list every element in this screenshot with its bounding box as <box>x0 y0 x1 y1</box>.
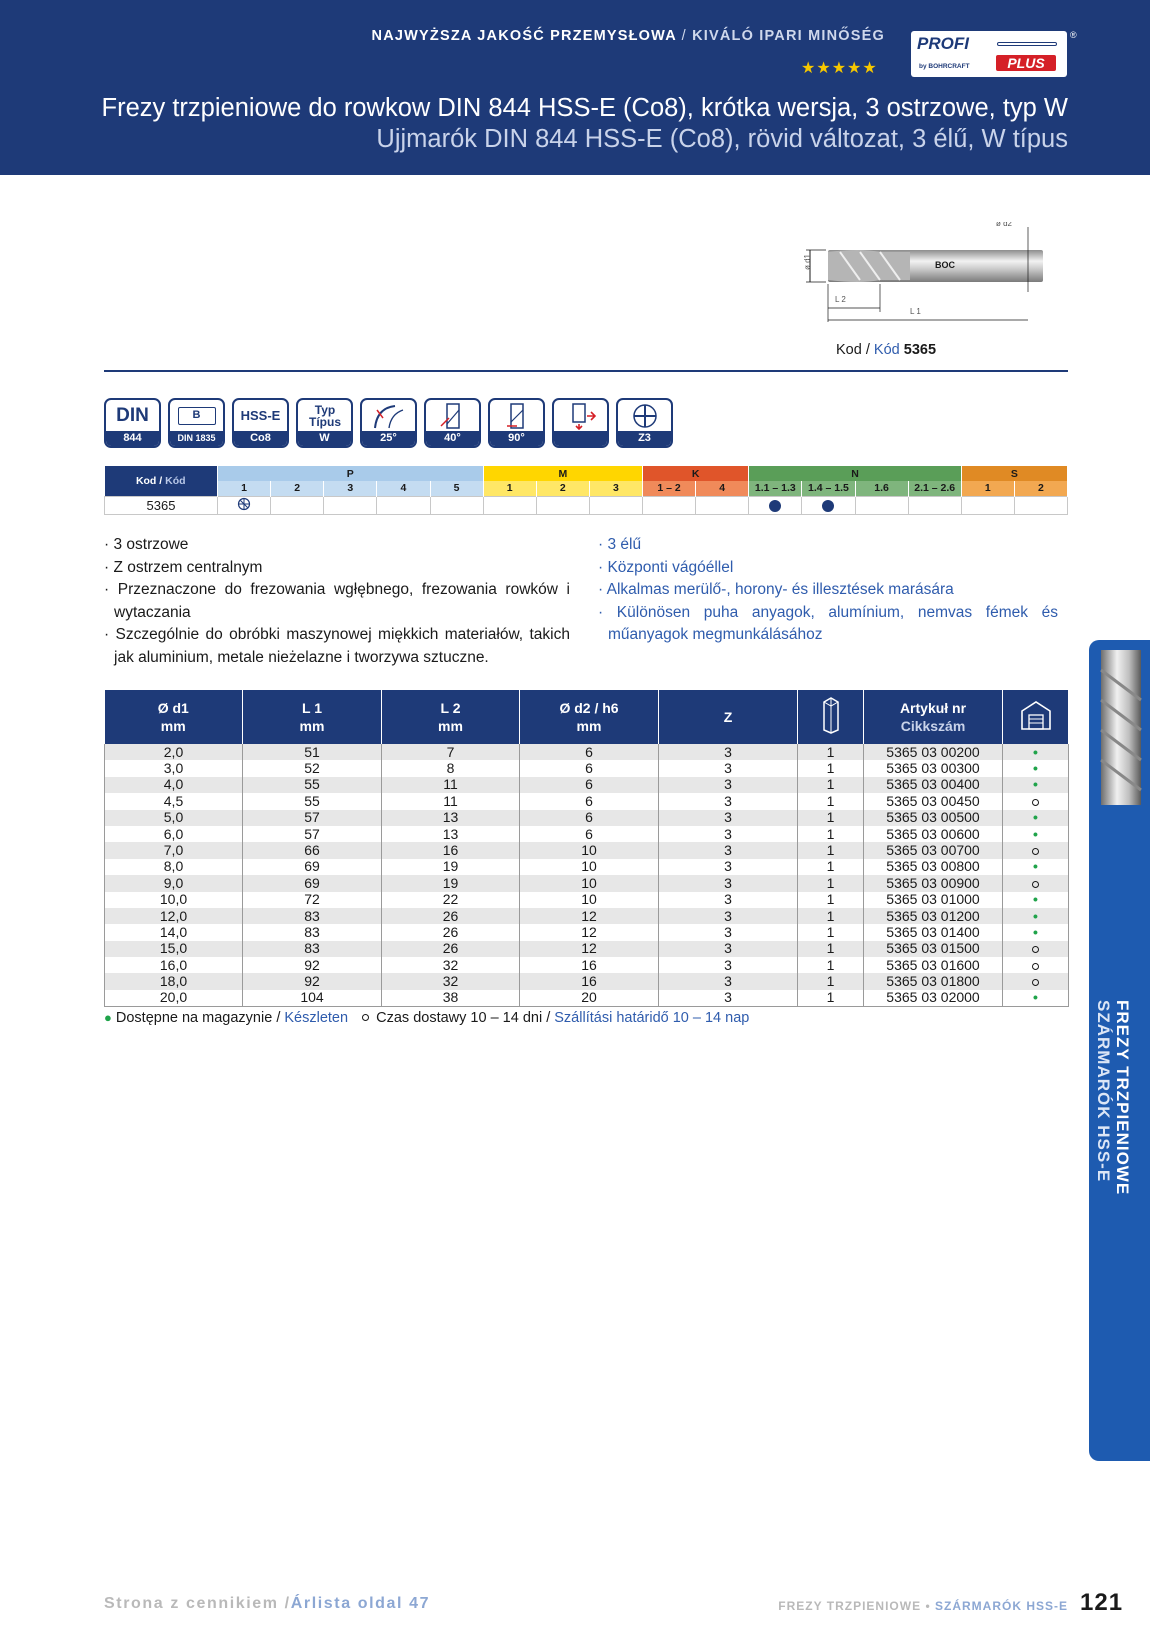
cell-l1: 83 <box>243 941 382 957</box>
cell-d1: 5,0 <box>105 810 243 826</box>
cell-stock <box>1003 908 1069 924</box>
material-group-k: K <box>643 466 749 481</box>
material-sub: 1 <box>218 481 271 496</box>
side-tab-line1: FREZY TRZPIENIOWE <box>1113 1000 1132 1196</box>
cell-l2: 26 <box>382 908 520 924</box>
cell-qty: 1 <box>798 941 864 957</box>
cell-z: 3 <box>659 973 798 989</box>
article-row <box>105 810 1069 826</box>
cell-d2: 6 <box>520 760 659 776</box>
article-row <box>105 760 1069 776</box>
cell-stock <box>1003 941 1069 957</box>
material-sub: 1.1 – 1.3 <box>749 481 802 496</box>
article-row <box>105 826 1069 842</box>
material-sub: 2 <box>1014 481 1067 496</box>
page-title-hu: Ujjmarók DIN 844 HSS-E (Co8), rövid változat, 3 élű, W típus <box>376 125 1068 153</box>
cell-l2: 19 <box>382 875 520 891</box>
cell-stock <box>1003 793 1069 809</box>
cell-d2: 10 <box>520 842 659 858</box>
cell-stock <box>1003 973 1069 989</box>
angle-40-icon <box>424 398 481 448</box>
cell-stock <box>1003 957 1069 973</box>
material-group-s: S <box>961 466 1067 481</box>
col-l1: L 1 mm <box>243 690 382 744</box>
cell-art: 5365 03 00450 <box>864 793 1003 809</box>
cell-art: 5365 03 00400 <box>864 777 1003 793</box>
in-stock-dot-icon: • <box>1033 858 1038 875</box>
footer-left-hu: Árlista oldal 47 <box>290 1595 431 1612</box>
cell-stock <box>1003 826 1069 842</box>
in-stock-dot-icon: • <box>1033 760 1038 777</box>
cell-z: 3 <box>659 990 798 1006</box>
legend-in-stock-hu: Készleten <box>284 1010 349 1026</box>
material-sub: 4 <box>377 481 430 496</box>
kod-label-hu: Kód <box>873 342 900 358</box>
tagline <box>372 28 885 44</box>
cell-stock <box>1003 842 1069 858</box>
cell-qty: 1 <box>798 859 864 875</box>
cell-art: 5365 03 00800 <box>864 859 1003 875</box>
product-code-line <box>836 342 936 358</box>
cell-art: 5365 03 01000 <box>864 892 1003 908</box>
cell-z: 3 <box>659 957 798 973</box>
cell-l2: 11 <box>382 777 520 793</box>
angle-90-icon-bottom: 90° <box>490 431 543 446</box>
cell-d2: 6 <box>520 810 659 826</box>
cell-art: 5365 03 01400 <box>864 924 1003 940</box>
article-row <box>105 990 1069 1006</box>
tagline-separator: / <box>681 28 687 44</box>
cell-d2: 6 <box>520 777 659 793</box>
cell-stock <box>1003 760 1069 776</box>
material-group-n: N <box>749 466 962 481</box>
cell-d1: 8,0 <box>105 859 243 875</box>
logo-drill-icon <box>997 42 1057 46</box>
suitable-dot-icon <box>822 500 834 512</box>
din-icon-bottom: 844 <box>106 431 159 446</box>
cell-art: 5365 03 00500 <box>864 810 1003 826</box>
angle-40-icon-bottom: 40° <box>426 431 479 446</box>
delivery-circle-icon <box>1032 881 1039 888</box>
delivery-circle-icon <box>1032 848 1039 855</box>
cell-d1: 12,0 <box>105 908 243 924</box>
col-pack <box>798 690 864 744</box>
cell-d2: 10 <box>520 875 659 891</box>
cell-z: 3 <box>659 760 798 776</box>
angle-90-icon <box>488 398 545 448</box>
page-number: 121 <box>1080 1589 1124 1616</box>
tagline-hu: KIVÁLÓ IPARI MINŐSÉG <box>692 28 885 44</box>
material-sub: 1.6 <box>855 481 908 496</box>
cell-d2: 12 <box>520 924 659 940</box>
section-divider <box>104 370 1068 372</box>
delivery-circle-icon <box>1032 946 1039 953</box>
cell-l2: 13 <box>382 810 520 826</box>
in-stock-dot-icon: • <box>1033 809 1038 826</box>
logo-plus-text: PLUS <box>996 55 1056 71</box>
footer-left-pl: Strona z cennikiem <box>104 1595 279 1612</box>
material-sub: 1 <box>961 481 1014 496</box>
material-sub: 1.4 – 1.5 <box>802 481 855 496</box>
cell-d1: 6,0 <box>105 826 243 842</box>
cell-d2: 16 <box>520 957 659 973</box>
conditional-use-icon <box>237 497 251 511</box>
cell-d1: 3,0 <box>105 760 243 776</box>
material-group-row <box>105 466 1068 481</box>
article-table-header <box>105 690 1069 744</box>
material-sub: 5 <box>430 481 483 496</box>
col-stock <box>1003 690 1069 744</box>
cell-z: 3 <box>659 924 798 940</box>
article-row <box>105 973 1069 989</box>
feature-pl: · Z ostrzem centralnym <box>104 558 263 576</box>
feature-hu: · Alkalmas merülő-, horony- és illesztések marására <box>598 581 954 598</box>
cell-qty: 1 <box>798 973 864 989</box>
features-hu <box>598 534 1058 647</box>
helix-angle-icon-bottom: 25° <box>362 431 415 446</box>
cell-l1: 83 <box>243 924 382 940</box>
cell-d2: 10 <box>520 859 659 875</box>
in-stock-dot-icon: • <box>1033 776 1038 793</box>
material-icon-bottom: Co8 <box>234 431 287 446</box>
cell-d2: 20 <box>520 990 659 1006</box>
cell-art: 5365 03 01500 <box>864 941 1003 957</box>
material-sub: 3 <box>589 481 642 496</box>
in-stock-dot-icon: • <box>1033 743 1038 760</box>
cell-qty: 1 <box>798 842 864 858</box>
type-icon-bottom: W <box>298 431 351 446</box>
l1-label: L 1 <box>910 307 921 316</box>
din-icon-top: DIN <box>116 404 149 426</box>
features-pl <box>104 534 570 669</box>
cell-l1: 66 <box>243 842 382 858</box>
cell-l1: 92 <box>243 973 382 989</box>
cell-z: 3 <box>659 744 798 760</box>
cell-d1: 15,0 <box>105 941 243 957</box>
material-sub: 4 <box>696 481 749 496</box>
cell-qty: 1 <box>798 957 864 973</box>
cell-qty: 1 <box>798 892 864 908</box>
cell-stock <box>1003 777 1069 793</box>
material-subgroup-row <box>105 481 1068 496</box>
d2-label: ø d2 <box>996 222 1013 228</box>
cell-d1: 4,5 <box>105 793 243 809</box>
end-mill-drawing <box>800 222 1070 337</box>
feature-hu: · 3 élű <box>598 536 642 553</box>
cell-qty: 1 <box>798 793 864 809</box>
cell-z: 3 <box>659 777 798 793</box>
feature-pl: · Szczególnie do obróbki maszynowej miękkich materiałów, takich jak aluminium, metale nieżelazne i tworzywa sztuczne. <box>104 626 570 666</box>
cell-l1: 51 <box>243 744 382 760</box>
kod-separator: / <box>865 342 870 358</box>
cell-z: 3 <box>659 826 798 842</box>
cell-stock <box>1003 924 1069 940</box>
side-tab-label <box>1092 1000 1148 1270</box>
cell-l1: 72 <box>243 892 382 908</box>
cell-qty: 1 <box>798 744 864 760</box>
package-qty-icon <box>820 696 842 734</box>
tagline-pl: NAJWYŻSZA JAKOŚĆ PRZEMYSŁOWA <box>371 28 677 44</box>
article-row <box>105 859 1069 875</box>
material-sub: 2 <box>536 481 589 496</box>
material-sub: 2 <box>271 481 324 496</box>
in-stock-dot-icon: • <box>1033 891 1038 908</box>
delivery-circle-icon <box>1032 963 1039 970</box>
delivery-circle-icon <box>362 1014 369 1021</box>
cell-z: 3 <box>659 842 798 858</box>
delivery-circle-icon <box>1032 799 1039 806</box>
material-table <box>104 466 1068 515</box>
article-row <box>105 892 1069 908</box>
cell-d2: 6 <box>520 826 659 842</box>
feature-pl: · 3 ostrzowe <box>104 536 189 553</box>
side-tab-line2: SZÁRMARÓK HSS-E <box>1094 1000 1113 1183</box>
d1-label: ø d1 <box>803 253 812 270</box>
col-article: Artykuł nr Cikkszám <box>864 690 1003 744</box>
feature-pl: · Przeznaczone do frezowania wgłębnego, frezowania rowków i wytaczania <box>104 581 570 621</box>
article-row <box>105 957 1069 973</box>
cell-l1: 104 <box>243 990 382 1006</box>
cell-l2: 13 <box>382 826 520 842</box>
cell-d1: 2,0 <box>105 744 243 760</box>
suitable-dot-icon <box>769 500 781 512</box>
material-sub: 1 <box>483 481 536 496</box>
cell-l2: 26 <box>382 924 520 940</box>
col-z: Z <box>659 690 798 744</box>
kod-value: 5365 <box>903 342 937 358</box>
cell-l1: 69 <box>243 859 382 875</box>
cell-l2: 32 <box>382 957 520 973</box>
cell-qty: 1 <box>798 777 864 793</box>
cell-qty: 1 <box>798 826 864 842</box>
cell-stock <box>1003 810 1069 826</box>
shank-icon-bottom: DIN 1835 <box>170 431 223 446</box>
cell-z: 3 <box>659 892 798 908</box>
cell-stock <box>1003 990 1069 1006</box>
in-stock-dot-icon: • <box>1033 907 1038 924</box>
cell-stock <box>1003 875 1069 891</box>
page-title-pl: Frezy trzpieniowe do rowkow DIN 844 HSS-E (Co8), krótka wersja, 3 ostrzowe, typ W <box>101 94 1068 122</box>
cell-d1: 10,0 <box>105 892 243 908</box>
cell-d2: 12 <box>520 941 659 957</box>
feature-hu: · Központi vágóéllel <box>598 558 734 576</box>
cell-d1: 18,0 <box>105 973 243 989</box>
cell-z: 3 <box>659 859 798 875</box>
cell-l1: 57 <box>243 826 382 842</box>
cell-l1: 69 <box>243 875 382 891</box>
helix-angle-icon <box>360 398 417 448</box>
cell-z: 3 <box>659 793 798 809</box>
material-kod-header: Kod / Kód <box>105 466 218 496</box>
cell-art: 5365 03 00700 <box>864 842 1003 858</box>
tool-brand-mark: BOC <box>935 260 955 270</box>
cell-d1: 9,0 <box>105 875 243 891</box>
article-row <box>105 924 1069 940</box>
cell-l2: 32 <box>382 973 520 989</box>
cutting-direction-icon <box>552 398 609 448</box>
cell-stock <box>1003 859 1069 875</box>
end-mill-side-image <box>1093 650 1150 805</box>
col-d2: Ø d2 / h6 mm <box>520 690 659 744</box>
cell-z: 3 <box>659 875 798 891</box>
article-row <box>105 941 1069 957</box>
col-l2: L 2 mm <box>382 690 520 744</box>
in-stock-dot-icon: • <box>1033 825 1038 842</box>
in-stock-dot-icon: • <box>1033 923 1038 940</box>
cell-qty: 1 <box>798 875 864 891</box>
cell-art: 5365 03 02000 <box>864 990 1003 1006</box>
rating-stars: ★★★★★ <box>801 60 878 77</box>
footer-right-hu: SZÁRMARÓK HSS-E <box>934 1599 1068 1613</box>
cell-l2: 26 <box>382 941 520 957</box>
registered-mark: ® <box>1070 30 1077 40</box>
flutes-icon <box>616 398 673 448</box>
cell-z: 3 <box>659 908 798 924</box>
cell-qty: 1 <box>798 760 864 776</box>
material-icon <box>232 398 289 448</box>
cell-l1: 55 <box>243 793 382 809</box>
cutting-direction-icon-bottom <box>554 431 607 446</box>
material-sub: 1 – 2 <box>643 481 696 496</box>
cell-l2: 8 <box>382 760 520 776</box>
cell-l1: 52 <box>243 760 382 776</box>
shank-icon <box>168 398 225 448</box>
material-group-p: P <box>218 466 484 481</box>
cell-d2: 6 <box>520 793 659 809</box>
cell-l2: 16 <box>382 842 520 858</box>
article-row <box>105 793 1069 809</box>
legend-in-stock-pl: Dostępne na magazynie <box>115 1010 273 1026</box>
cell-z: 3 <box>659 941 798 957</box>
article-row <box>105 777 1069 793</box>
type-icon <box>296 398 353 448</box>
footer-section: FREZY TRZPIENIOWE • SZÁRMARÓK HSS-E <box>778 1599 1068 1613</box>
cell-d1: 14,0 <box>105 924 243 940</box>
legend-delivery-hu: Szállítási határidő 10 – 14 nap <box>554 1010 750 1026</box>
type-icon-top: Typ Típus <box>309 402 341 429</box>
cell-d1: 7,0 <box>105 842 243 858</box>
cell-l1: 83 <box>243 908 382 924</box>
footer-right-pl: FREZY TRZPIENIOWE <box>778 1599 922 1613</box>
profi-plus-logo <box>911 31 1067 77</box>
cell-art: 5365 03 01600 <box>864 957 1003 973</box>
flutes-icon-bottom: Z3 <box>618 431 671 446</box>
cell-l2: 7 <box>382 744 520 760</box>
cell-z: 3 <box>659 810 798 826</box>
col-d1: Ø d1 mm <box>105 690 243 744</box>
cell-l2: 19 <box>382 859 520 875</box>
cell-d1: 20,0 <box>105 990 243 1006</box>
availability-legend: ● Dostępne na magazynie / Készleten Czas dostawy 10 – 14 dni / Szállítási határidő 10 – 14 nap <box>104 1010 750 1026</box>
cell-qty: 1 <box>798 924 864 940</box>
cell-art: 5365 03 00300 <box>864 760 1003 776</box>
cell-l1: 57 <box>243 810 382 826</box>
material-row-code: 5365 <box>105 496 218 514</box>
cell-art: 5365 03 01200 <box>864 908 1003 924</box>
cell-art: 5365 03 00600 <box>864 826 1003 842</box>
cell-art: 5365 03 00200 <box>864 744 1003 760</box>
l2-label: L 2 <box>835 295 846 304</box>
material-icon-top: HSS-E <box>240 408 281 423</box>
cell-art: 5365 03 00900 <box>864 875 1003 891</box>
article-row <box>105 744 1069 760</box>
cell-l2: 38 <box>382 990 520 1006</box>
logo-by-text: by BOHRCRAFT <box>919 63 970 70</box>
article-row <box>105 875 1069 891</box>
logo-profi-text: PROFI <box>917 34 969 53</box>
cell-d1: 16,0 <box>105 957 243 973</box>
cell-l1: 55 <box>243 777 382 793</box>
material-suitability-row <box>105 496 1068 514</box>
cell-qty: 1 <box>798 990 864 1006</box>
in-stock-dot-icon: • <box>1033 989 1038 1006</box>
warehouse-icon <box>1019 699 1053 731</box>
cell-qty: 1 <box>798 908 864 924</box>
cell-d2: 16 <box>520 973 659 989</box>
din-icon <box>104 398 161 448</box>
article-row <box>105 842 1069 858</box>
cell-d2: 12 <box>520 908 659 924</box>
footer-price-page: Strona z cennikiem /Árlista oldal 47 <box>104 1595 431 1612</box>
cell-d1: 4,0 <box>105 777 243 793</box>
cell-stock <box>1003 892 1069 908</box>
shank-icon-top: B <box>178 407 216 425</box>
article-row <box>105 908 1069 924</box>
in-stock-dot-icon: ● <box>104 1010 112 1025</box>
article-table <box>104 690 1068 1007</box>
cell-stock <box>1003 744 1069 760</box>
delivery-circle-icon <box>1032 979 1039 986</box>
material-sub: 3 <box>324 481 377 496</box>
cell-d2: 6 <box>520 744 659 760</box>
cell-l2: 22 <box>382 892 520 908</box>
material-group-m: M <box>483 466 642 481</box>
kod-label-pl: Kod <box>836 342 862 358</box>
cell-art: 5365 03 01800 <box>864 973 1003 989</box>
cell-l2: 11 <box>382 793 520 809</box>
cell-l1: 92 <box>243 957 382 973</box>
legend-delivery-pl: Czas dostawy 10 – 14 dni <box>376 1010 543 1026</box>
feature-hu: · Különösen puha anyagok, alumínium, nemvas fémek és műanyagok megmunkálásához <box>598 603 1058 643</box>
cell-qty: 1 <box>798 810 864 826</box>
material-sub: 2.1 – 2.6 <box>908 481 961 496</box>
spec-icons <box>104 398 673 448</box>
cell-d2: 10 <box>520 892 659 908</box>
